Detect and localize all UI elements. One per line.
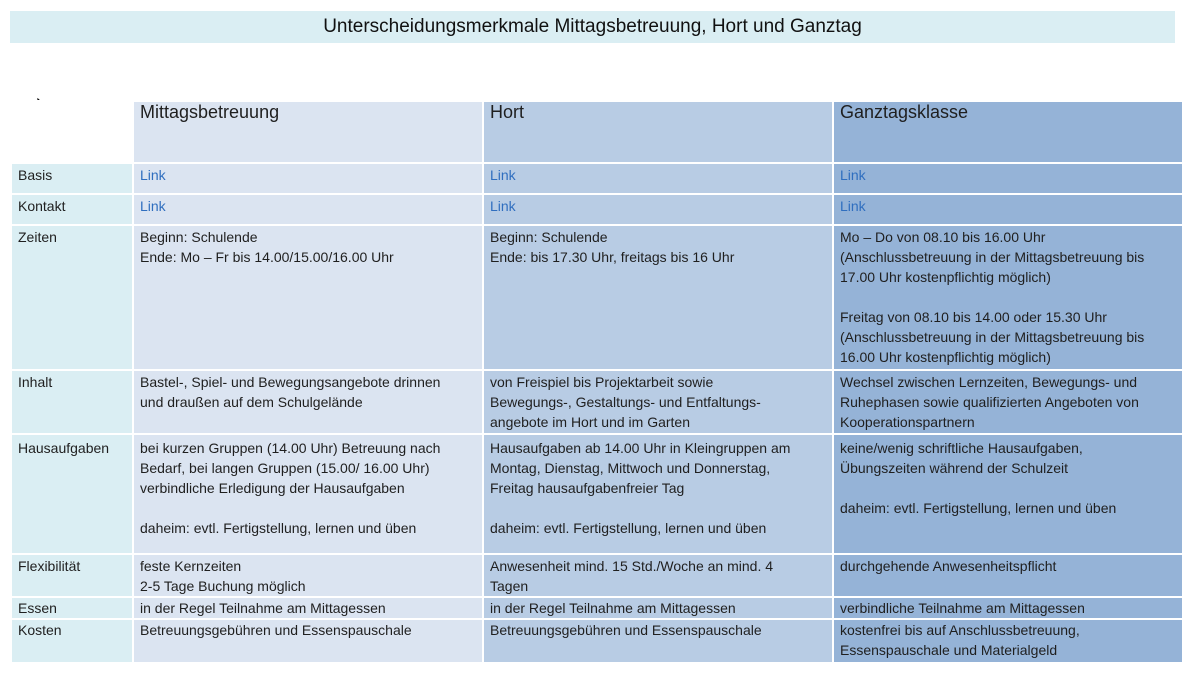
cell-mittagsbetreuung bbox=[133, 434, 483, 554]
cell-text-line: Ruhephasen sowie qualifizierten Angeboten von bbox=[840, 394, 1139, 410]
cell-text-line: feste Kernzeiten bbox=[140, 558, 242, 574]
cell-text-line: von Freispiel bis Projektarbeit sowie bbox=[490, 374, 714, 390]
paragraph-gap bbox=[490, 498, 826, 518]
cell-hort bbox=[483, 597, 833, 619]
cell-ganztagsklasse bbox=[833, 434, 1183, 554]
cell-text-line: Ende: bis 17.30 Uhr, freitags bis 16 Uhr bbox=[490, 249, 735, 265]
cell-mittagsbetreuung bbox=[133, 554, 483, 597]
table-body bbox=[11, 163, 1183, 663]
row-label: Essen bbox=[11, 597, 133, 619]
cell-text-line: daheim: evtl. Fertigstellung, lernen und üben bbox=[840, 500, 1117, 516]
cell-hort bbox=[483, 225, 833, 370]
cell-ganztagsklasse bbox=[833, 554, 1183, 597]
cell-text-line: daheim: evtl. Fertigstellung, lernen und üben bbox=[490, 520, 767, 536]
cell-text-line: verbindliche Teilnahme am Mittagessen bbox=[840, 600, 1085, 616]
cell-text-line: Bewegungs-, Gestaltungs- und Entfaltungs- bbox=[490, 394, 761, 410]
cell-text-line: (Anschlussbetreuung in der Mittagsbetreuung bis bbox=[840, 249, 1145, 265]
table-row bbox=[11, 163, 1183, 194]
table-row bbox=[11, 554, 1183, 597]
row-label: Flexibilität bbox=[11, 554, 133, 597]
cell-text-line: Anwesenheit mind. 15 Std./Woche an mind. 4 bbox=[490, 558, 774, 574]
cell-hort bbox=[483, 194, 833, 225]
row-label: Hausaufgaben bbox=[11, 434, 133, 554]
cell-ganztagsklasse bbox=[833, 370, 1183, 434]
table-header-row bbox=[11, 101, 1183, 163]
cell-ganztagsklasse bbox=[833, 163, 1183, 194]
link-mittagsbetreuung[interactable]: Link bbox=[140, 167, 166, 183]
link-ganztagsklasse[interactable]: Link bbox=[840, 167, 866, 183]
link-hort[interactable]: Link bbox=[490, 198, 516, 214]
cell-hort bbox=[483, 554, 833, 597]
table-row bbox=[11, 434, 1183, 554]
cell-mittagsbetreuung bbox=[133, 225, 483, 370]
table-row bbox=[11, 194, 1183, 225]
cell-text-line: Übungszeiten während der Schulzeit bbox=[840, 460, 1069, 476]
cell-text-line: kostenfrei bis auf Anschlussbetreuung, bbox=[840, 622, 1080, 638]
cell-text-line: angebote im Hort und im Garten bbox=[490, 414, 690, 430]
cell-text-line: Freitag hausaufgabenfreier Tag bbox=[490, 480, 685, 496]
paragraph-gap bbox=[840, 478, 1176, 498]
cell-mittagsbetreuung bbox=[133, 194, 483, 225]
column-header-hort: Hort bbox=[483, 101, 833, 163]
cell-text-line: und draußen auf dem Schulgelände bbox=[140, 394, 363, 410]
row-label: Kontakt bbox=[11, 194, 133, 225]
cell-mittagsbetreuung bbox=[133, 163, 483, 194]
cell-text-line: Essenspauschale und Materialgeld bbox=[840, 642, 1058, 658]
cell-text-line: Beginn: Schulende bbox=[140, 229, 258, 245]
paragraph-gap bbox=[140, 498, 476, 518]
table-row bbox=[11, 597, 1183, 619]
cell-text-line: Kooperationspartnern bbox=[840, 414, 975, 430]
cell-text-line: Freitag von 08.10 bis 14.00 oder 15.30 Uhr bbox=[840, 309, 1107, 325]
link-ganztagsklasse[interactable]: Link bbox=[840, 198, 866, 214]
row-label: Kosten bbox=[11, 619, 133, 663]
cell-text-line: bei kurzen Gruppen (14.00 Uhr) Betreuung nach bbox=[140, 440, 441, 456]
cell-mittagsbetreuung bbox=[133, 370, 483, 434]
cell-text-line: Bastel-, Spiel- und Bewegungsangebote drinnen bbox=[140, 374, 441, 390]
cell-hort bbox=[483, 619, 833, 663]
cell-text-line: Bedarf, bei langen Gruppen (15.00/ 16.00 Uhr) bbox=[140, 460, 430, 476]
link-mittagsbetreuung[interactable]: Link bbox=[140, 198, 166, 214]
cell-text-line: 17.00 Uhr kostenpflichtig möglich) bbox=[840, 269, 1051, 285]
cell-text-line: (Anschlussbetreuung in der Mittagsbetreuung bis bbox=[840, 329, 1145, 345]
cell-hort bbox=[483, 434, 833, 554]
cell-text-line: Ende: Mo – Fr bis 14.00/15.00/16.00 Uhr bbox=[140, 249, 394, 265]
column-header-ganztagsklasse: Ganztagsklasse bbox=[833, 101, 1183, 163]
page-title-text: Unterscheidungsmerkmale Mittagsbetreuung, Hort und Ganztag bbox=[323, 16, 862, 37]
cell-text-line: in der Regel Teilnahme am Mittagessen bbox=[490, 600, 736, 616]
cell-ganztagsklasse bbox=[833, 619, 1183, 663]
column-header-mittagsbetreuung: Mittagsbetreuung bbox=[133, 101, 483, 163]
cell-mittagsbetreuung bbox=[133, 597, 483, 619]
cell-ganztagsklasse bbox=[833, 597, 1183, 619]
row-label: Inhalt bbox=[11, 370, 133, 434]
cell-text-line: daheim: evtl. Fertigstellung, lernen und üben bbox=[140, 520, 417, 536]
link-hort[interactable]: Link bbox=[490, 167, 516, 183]
cell-hort bbox=[483, 370, 833, 434]
header-corner-cell bbox=[11, 101, 133, 163]
row-label: Basis bbox=[11, 163, 133, 194]
cell-text-line: keine/wenig schriftliche Hausaufgaben, bbox=[840, 440, 1083, 456]
cell-ganztagsklasse bbox=[833, 225, 1183, 370]
table-row bbox=[11, 225, 1183, 370]
paragraph-gap bbox=[840, 287, 1176, 307]
cell-hort bbox=[483, 163, 833, 194]
comparison-table bbox=[10, 100, 1184, 664]
cell-text-line: durchgehende Anwesenheitspflicht bbox=[840, 558, 1057, 574]
table-row bbox=[11, 370, 1183, 434]
cell-text-line: in der Regel Teilnahme am Mittagessen bbox=[140, 600, 386, 616]
cell-text-line: Tagen bbox=[490, 578, 529, 594]
cell-text-line: Betreuungsgebühren und Essenspauschale bbox=[490, 622, 762, 638]
cell-text-line: Wechsel zwischen Lernzeiten, Bewegungs- und bbox=[840, 374, 1138, 390]
cell-text-line: 16.00 Uhr kostenpflichtig möglich) bbox=[840, 349, 1051, 365]
cell-text-line: Beginn: Schulende bbox=[490, 229, 608, 245]
row-label: Zeiten bbox=[11, 225, 133, 370]
cell-text-line: Hausaufgaben ab 14.00 Uhr in Kleingruppen am bbox=[490, 440, 791, 456]
cell-text-line: Mo – Do von 08.10 bis 16.00 Uhr bbox=[840, 229, 1046, 245]
table-row bbox=[11, 619, 1183, 663]
page-title bbox=[10, 11, 1175, 43]
cell-text-line: verbindliche Erledigung der Hausaufgaben bbox=[140, 480, 405, 496]
cell-text-line: Betreuungsgebühren und Essenspauschale bbox=[140, 622, 412, 638]
cell-ganztagsklasse bbox=[833, 194, 1183, 225]
cell-text-line: 2-5 Tage Buchung möglich bbox=[140, 578, 306, 594]
cell-mittagsbetreuung bbox=[133, 619, 483, 663]
cell-text-line: Montag, Dienstag, Mittwoch und Donnerstag, bbox=[490, 460, 771, 476]
